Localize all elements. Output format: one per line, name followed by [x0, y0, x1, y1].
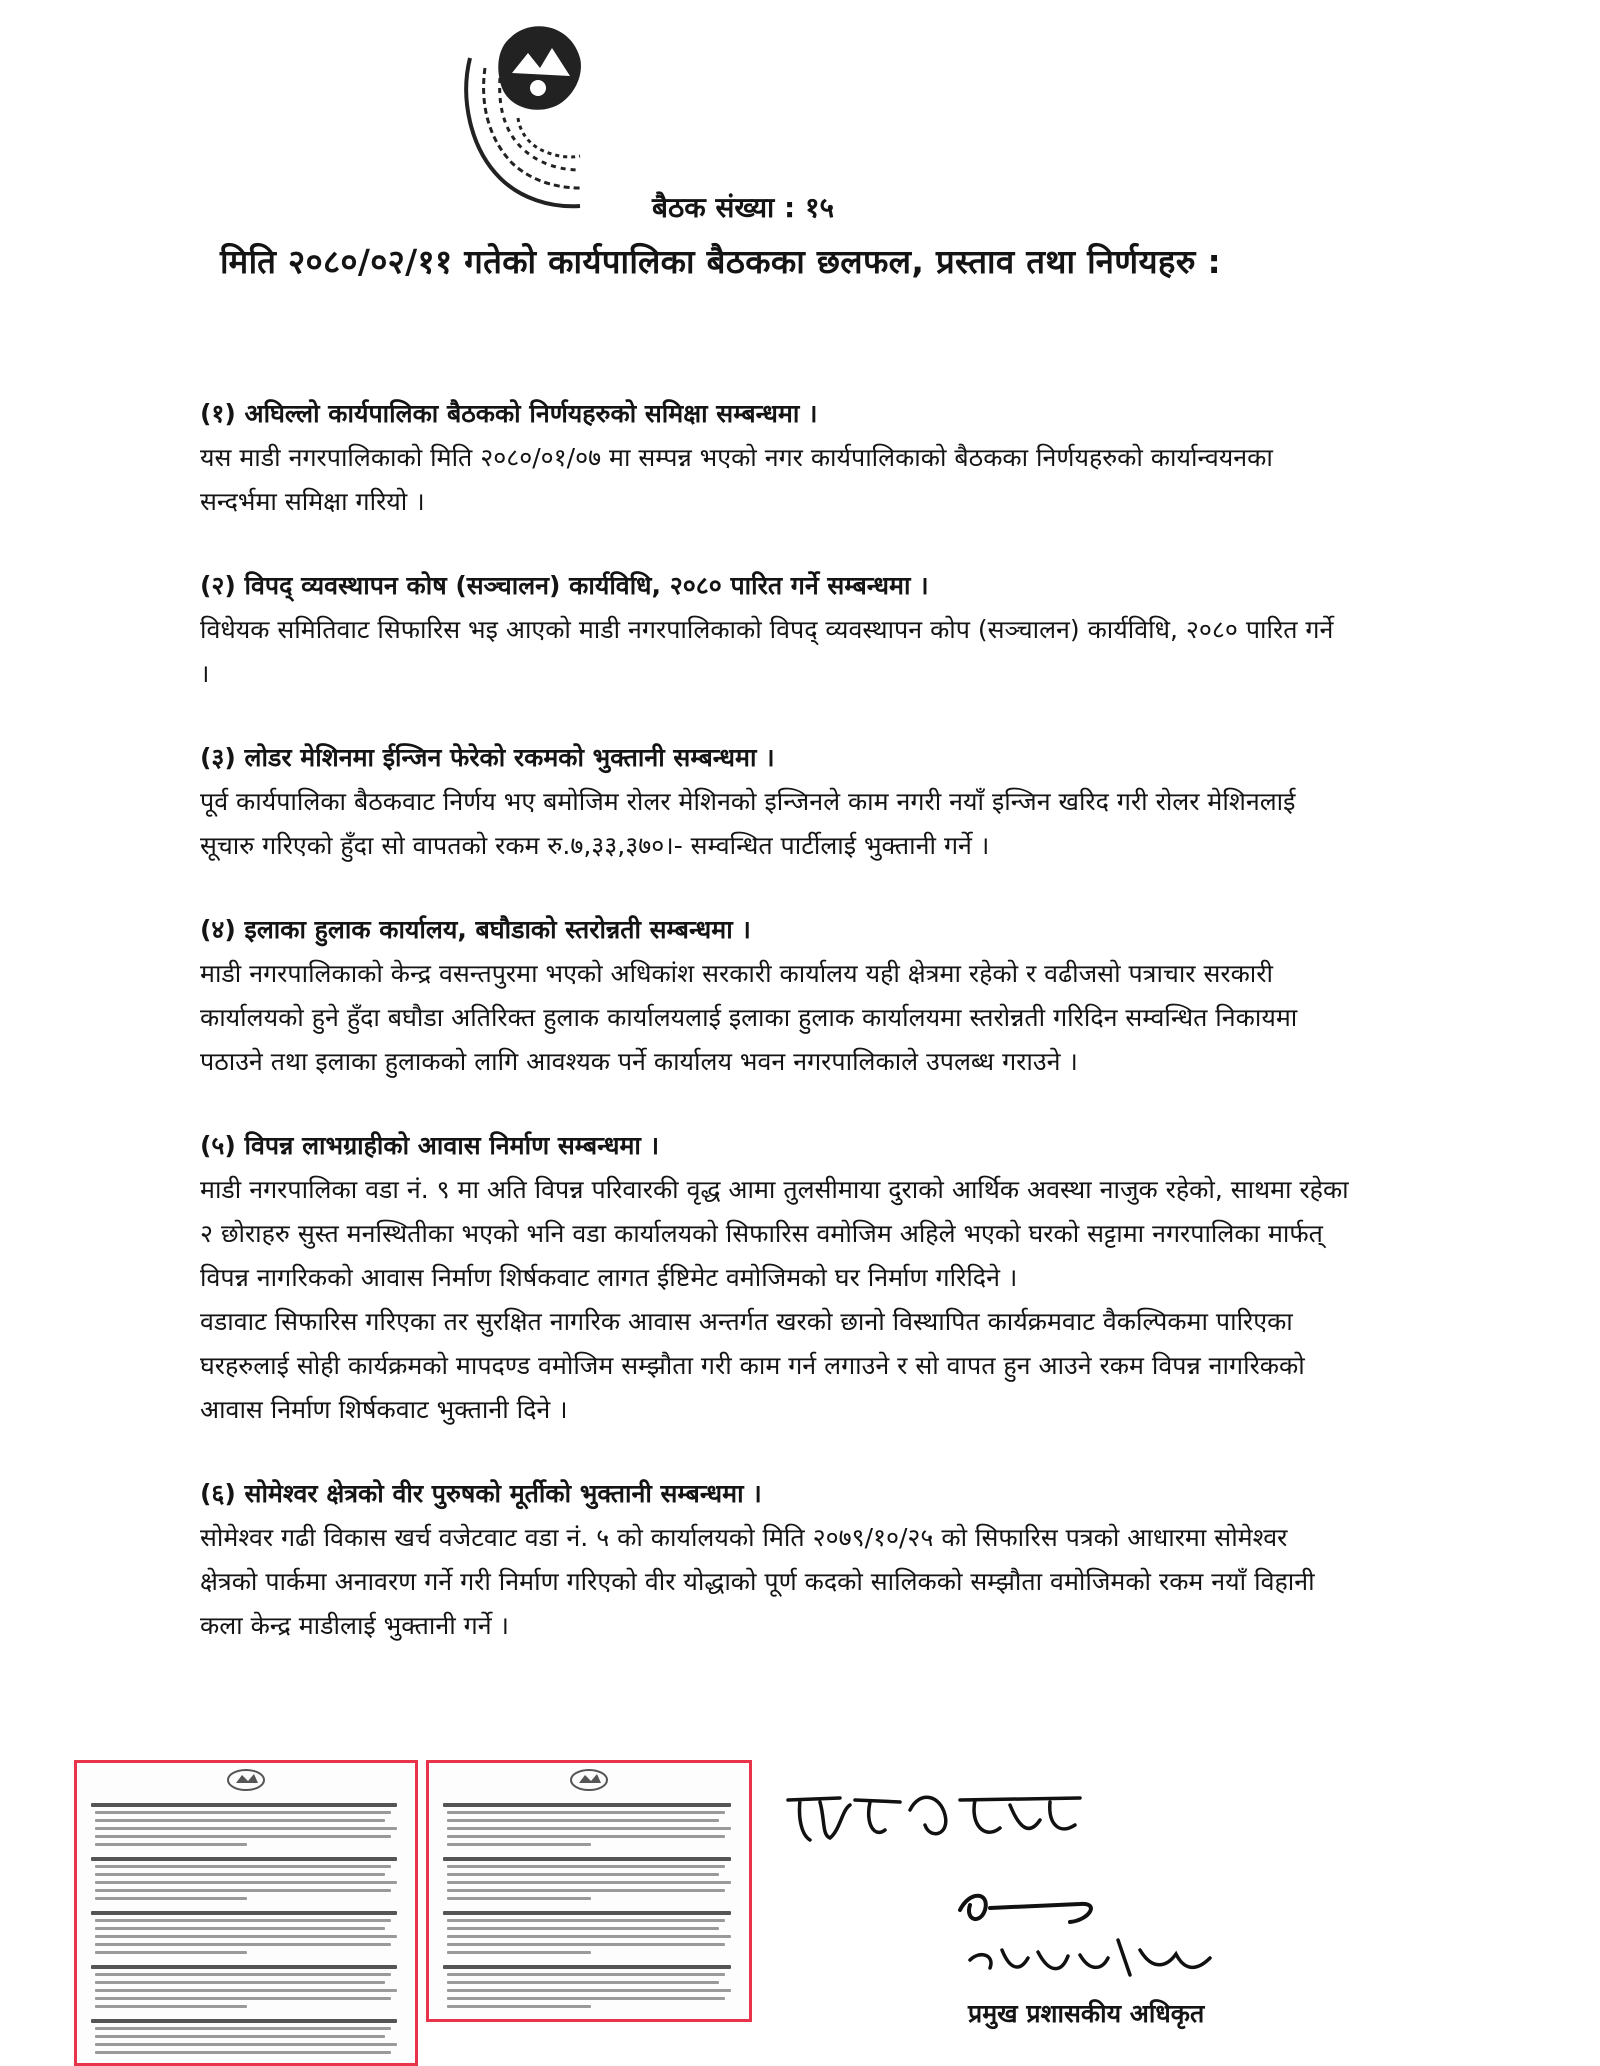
thumbnail-line [443, 1911, 731, 1915]
decision-text: यस माडी नगरपालिकाको मिति २०८०/०१/०७ मा सम्पन्न भएको नगर कार्यपालिकाको बैठकका निर्णयहरुको कार्यान्वयनका सन्दर्भमा समिक्षा गरियो । [200, 443, 1273, 516]
page-thumbnail-2[interactable] [426, 1760, 752, 2022]
thumbnail-line [443, 1965, 731, 1969]
page-thumbnail-1[interactable] [74, 1760, 418, 2066]
thumbnail-line [95, 1973, 391, 1976]
decision-text: माडी नगरपालिका वडा नं. ९ मा अति विपन्न परिवारकी वृद्ध आमा तुलसीमाया दुराको आर्थिक अवस्था नाजुक रहेको, साथमा रहेका २ छोराहरु सुस्त मनस्थितीका भएको भनि वडा कार्यालयको सिफारिस वमोजिम अहिले भएको घरको सट्टामा नगरपालिका मार्फत् विपन्न नागरिकको आवास निर्माण शिर्षकवाट लागत ईष्टिमेट वमोजिमको घर निर्माण गरिदिने । [200, 1175, 1349, 1292]
decision-item [200, 736, 1350, 868]
decision-title: (३) लोडर मेशिनमा ईन्जिन फेरेको रकमको भुक्तानी सम्बन्धमा । [200, 743, 775, 772]
decision-title: (१) अघिल्लो कार्यपालिका बैठकको निर्णयहरुको समिक्षा सम्बन्धमा । [200, 399, 818, 428]
thumbnail-line [447, 1997, 725, 2000]
thumbnail-line [447, 1843, 591, 1846]
thumbnail-line [443, 1857, 731, 1861]
page-heading: मिति २०८०/०२/११ गतेको कार्यपालिका बैठकका छलफल, प्रस्ताव तथा निर्णयहरु : [220, 242, 1222, 281]
thumbnail-line [95, 1989, 397, 1992]
thumbnail-line [447, 1827, 731, 1830]
thumbnail-line [447, 1919, 725, 1922]
decision-item [200, 908, 1350, 1084]
thumbnail-line [95, 2051, 391, 2054]
decision-item [200, 1124, 1350, 1432]
thumbnail-line [91, 1965, 397, 1969]
thumbnail-line [91, 2019, 397, 2023]
thumbnail-line [95, 2035, 385, 2038]
thumbnail-line [447, 1873, 719, 1876]
thumbnail-line [447, 1811, 725, 1814]
thumbnail-line [95, 1951, 247, 1954]
thumbnail-line [95, 1827, 397, 1830]
thumbnail-line [447, 1943, 725, 1946]
thumbnail-line [91, 1911, 397, 1915]
mini-seal-icon [569, 1769, 609, 1791]
thumbnail-line [447, 2005, 591, 2008]
decisions-list [200, 392, 1350, 1688]
thumbnail-line [447, 1819, 719, 1822]
thumbnail-line [95, 1843, 247, 1846]
thumbnail-line [95, 1927, 385, 1930]
thumbnail-line [95, 2005, 247, 2008]
thumbnail-line [447, 1889, 725, 1892]
thumbnail-line [91, 1857, 397, 1861]
decision-title: (२) विपद् व्यवस्थापन कोष (सञ्चालन) कार्यविधि, २०८० पारित गर्ने सम्बन्धमा । [200, 571, 929, 600]
thumbnail-line [95, 1865, 391, 1868]
decision-text: माडी नगरपालिकाको केन्द्र वसन्तपुरमा भएको अधिकांश सरकारी कार्यालय यही क्षेत्रमा रहेको र वढीजसो पत्राचार सरकारी कार्यालयको हुने हुँदा बघौडा अतिरिक्त हुलाक कार्यालयलाई इलाका हुलाक कार्यालयमा स्तरोन्नती गरिदिन सम्वन्धित निकायमा पठाउने तथा इलाका हुलाकको लागि आवश्यक पर्ने कार्यालय भवन नगरपालिकाले उपलब्ध गराउने । [200, 959, 1298, 1076]
decision-item [200, 392, 1350, 524]
mini-seal-icon [226, 1769, 266, 1791]
meeting-number: बैठक संख्या : १५ [652, 191, 835, 224]
decision-text: सोमेश्वर गढी विकास खर्च वजेटवाट वडा नं. ५ को कार्यालयको मिति २०७९/१०/२५ को सिफारिस पत्रको आधारमा सोमेश्वर क्षेत्रको पार्कमा अनावरण गर्ने गरी निर्माण गरिएको वीर योद्धाको पूर्ण कदको सालिकको सम्झौता वमोजिमको रकम नयाँ विहानी कला केन्द्र माडीलाई भुक्तानी गर्ने । [200, 1523, 1315, 1640]
decision-item [200, 564, 1350, 696]
signature-mark [940, 1880, 1230, 1990]
thumbnail-line [443, 1803, 731, 1807]
thumbnail-line [95, 1997, 391, 2000]
thumbnail-line [447, 1927, 719, 1930]
decision-item [200, 1472, 1350, 1648]
thumbnail-line [95, 2043, 397, 2046]
thumbnail-line [447, 1897, 591, 1900]
thumbnail-line [447, 1951, 591, 1954]
thumbnail-line [447, 1981, 719, 1984]
thumbnail-line [447, 1865, 725, 1868]
thumbnail-line [447, 1989, 731, 1992]
thumbnail-line [95, 1919, 391, 1922]
decision-text: पूर्व कार्यपालिका बैठकवाट निर्णय भए बमोजिम रोलर मेशिनको इन्जिनले काम नगरी नयाँ इन्जिन खरिद गरी रोलर मेशिनलाई सूचारु गरिएको हुँदा सो वापतको रकम रु.७,३३,३७०।- सम्वन्धित पार्टीलाई भुक्तानी गर्ने । [200, 787, 1296, 860]
thumbnail-line [95, 1943, 391, 1946]
municipality-seal [440, 18, 600, 218]
decision-title: (६) सोमेश्वर क्षेत्रको वीर पुरुषको मूर्तीको भुक्तानी सम्बन्धमा । [200, 1479, 762, 1508]
signer-title: प्रमुख प्रशासकीय अधिकृत [968, 1999, 1205, 2028]
thumbnail-line [95, 1819, 385, 1822]
thumbnail-line [95, 2027, 391, 2030]
thumbnail-line [447, 1835, 725, 1838]
decision-text: वडावाट सिफारिस गरिएका तर सुरक्षित नागरिक आवास अन्तर्गत खरको छानो विस्थापित कार्यक्रमवाट वैकल्पिकमा पारिएका घरहरुलाई सोही कार्यक्रमको मापदण्ड वमोजिम सम्झौता गरी काम गर्न लगाउने र सो वापत हुन आउने रकम विपन्न नागरिकको आवास निर्माण शिर्षकवाट भुक्तानी दिने । [200, 1307, 1305, 1424]
thumbnail-line [91, 1803, 397, 1807]
thumbnail-line [95, 1873, 385, 1876]
thumbnail-line [95, 1811, 391, 1814]
thumbnail-line [95, 1835, 391, 1838]
thumbnail-line [447, 1881, 731, 1884]
thumbnail-line [447, 1973, 725, 1976]
thumbnail-line [95, 1897, 247, 1900]
thumbnail-line [95, 1889, 391, 1892]
certified-handwriting [780, 1780, 1100, 1850]
thumbnail-line [95, 1881, 397, 1884]
thumbnail-line [95, 1935, 397, 1938]
decision-title: (५) विपन्न लाभग्राहीको आवास निर्माण सम्बन्धमा । [200, 1131, 660, 1160]
decision-title: (४) इलाका हुलाक कार्यालय, बघौडाको स्तरोन्नती सम्बन्धमा । [200, 915, 751, 944]
decision-text: विधेयक समितिवाट सिफारिस भइ आएको माडी नगरपालिकाको विपद् व्यवस्थापन कोप (सञ्चालन) कार्यविधि, २०८० पारित गर्ने । [200, 615, 1334, 688]
thumbnail-line [95, 1981, 385, 1984]
thumbnail-line [447, 1935, 731, 1938]
